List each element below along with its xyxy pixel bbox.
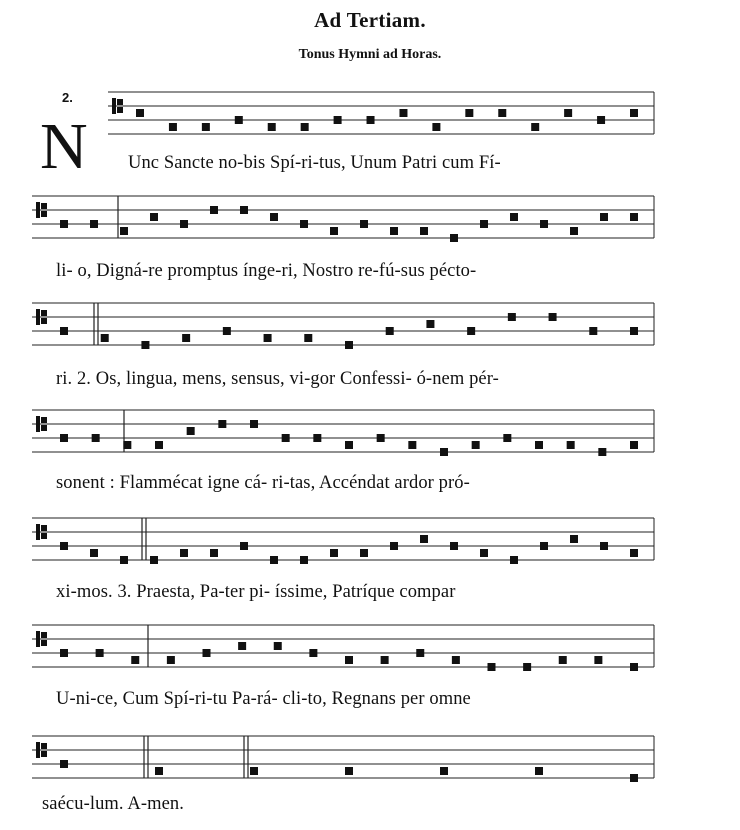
punctum-icon [630,549,638,557]
punctum-icon [150,213,158,221]
punctum-icon [390,542,398,550]
punctum-icon [450,542,458,550]
punctum-icon [210,206,218,214]
punctum-icon [360,220,368,228]
punctum-icon [510,213,518,221]
punctum-icon [399,109,407,117]
punctum-icon [540,220,548,228]
punctum-icon [420,227,428,235]
punctum-icon [345,656,353,664]
punctum-icon [167,656,175,664]
punctum-icon [182,334,190,342]
punctum-icon [508,313,516,321]
punctum-icon [420,535,428,543]
punctum-icon [598,448,606,456]
punctum-icon [155,441,163,449]
punctum-icon [467,327,475,335]
punctum-icon [600,213,608,221]
punctum-icon [330,549,338,557]
punctum-icon [250,767,258,775]
punctum-icon [238,642,246,650]
punctum-icon [549,313,557,321]
punctum-icon [488,663,496,671]
lyric-line-7: saécu-lum. A-men. [42,794,184,814]
punctum-icon [630,213,638,221]
punctum-icon [304,334,312,342]
punctum-icon [274,642,282,650]
punctum-icon [377,434,385,442]
punctum-icon [381,656,389,664]
punctum-icon [503,434,511,442]
punctum-icon [90,220,98,228]
punctum-icon [630,327,638,335]
punctum-icon [426,320,434,328]
punctum-icon [480,220,488,228]
punctum-icon [313,434,321,442]
staff-6 [32,625,654,671]
punctum-icon [96,649,104,657]
punctum-icon [330,227,338,235]
staff-7 [32,736,654,782]
punctum-icon [131,656,139,664]
punctum-icon [169,123,177,131]
punctum-icon [559,656,567,664]
punctum-icon [630,663,638,671]
punctum-icon [589,327,597,335]
punctum-icon [630,109,638,117]
punctum-icon [60,220,68,228]
punctum-icon [594,656,602,664]
punctum-icon [600,542,608,550]
punctum-icon [210,549,218,557]
staff-2 [32,196,654,242]
punctum-icon [535,767,543,775]
punctum-icon [567,441,575,449]
lyric-line-4: sonent : Flammécat igne cá- ri-tas, Accéndat ardor pró- [56,473,470,493]
punctum-icon [498,109,506,117]
punctum-icon [60,434,68,442]
punctum-icon [223,327,231,335]
punctum-icon [187,427,195,435]
punctum-icon [60,760,68,768]
punctum-icon [155,767,163,775]
punctum-icon [523,663,531,671]
staff-5 [32,518,654,564]
punctum-icon [452,656,460,664]
punctum-icon [270,213,278,221]
punctum-icon [472,441,480,449]
punctum-icon [367,116,375,124]
punctum-icon [309,649,317,657]
drop-cap-initial: N [40,110,88,183]
punctum-icon [240,206,248,214]
punctum-icon [465,109,473,117]
staff-4 [32,410,654,456]
punctum-icon [250,420,258,428]
staff-3 [32,303,654,349]
punctum-icon [440,448,448,456]
punctum-icon [301,123,309,131]
punctum-icon [564,109,572,117]
punctum-icon [570,227,578,235]
punctum-icon [218,420,226,428]
page-title: Ad Tertiam. [314,8,426,32]
punctum-icon [334,116,342,124]
punctum-icon [480,549,488,557]
punctum-icon [386,327,394,335]
staff-1 [108,92,654,134]
page-subtitle: Tonus Hymni ad Horas. [298,47,442,62]
punctum-icon [123,441,131,449]
punctum-icon [268,123,276,131]
punctum-icon [180,549,188,557]
punctum-icon [390,227,398,235]
punctum-icon [136,109,144,117]
punctum-icon [432,123,440,131]
punctum-icon [345,441,353,449]
punctum-icon [510,556,518,564]
lyric-line-2: li- o, Digná-re promptus ínge-ri, Nostro re-fú-sus pécto- [56,261,477,281]
punctum-icon [101,334,109,342]
punctum-icon [60,649,68,657]
punctum-icon [264,334,272,342]
punctum-icon [202,123,210,131]
punctum-icon [150,556,158,564]
lyric-line-5: xi-mos. 3. Praesta, Pa-ter pi- íssime, Patríque compar [56,582,456,602]
punctum-icon [540,542,548,550]
punctum-icon [630,774,638,782]
verse-number: 2. [62,90,73,105]
punctum-icon [300,220,308,228]
punctum-icon [345,767,353,775]
punctum-icon [120,556,128,564]
punctum-icon [345,341,353,349]
punctum-icon [630,441,638,449]
punctum-icon [141,341,149,349]
punctum-icon [235,116,243,124]
punctum-icon [597,116,605,124]
punctum-icon [416,649,424,657]
punctum-icon [300,556,308,564]
punctum-icon [408,441,416,449]
punctum-icon [92,434,100,442]
punctum-icon [60,542,68,550]
lyric-line-6: U-ni-ce, Cum Spí-ri-tu Pa-rá- cli-to, Regnans per omne [56,689,471,709]
punctum-icon [570,535,578,543]
punctum-icon [240,542,248,550]
punctum-icon [120,227,128,235]
punctum-icon [270,556,278,564]
punctum-icon [180,220,188,228]
punctum-icon [535,441,543,449]
punctum-icon [360,549,368,557]
lyric-line-1: Unc Sancte no-bis Spí-ri-tus, Unum Patri cum Fí- [128,153,501,173]
punctum-icon [531,123,539,131]
punctum-icon [60,327,68,335]
punctum-icon [282,434,290,442]
lyric-line-3: ri. 2. Os, lingua, mens, sensus, vi-gor Confessi- ó-nem pér- [56,369,499,389]
punctum-icon [450,234,458,242]
punctum-icon [90,549,98,557]
punctum-icon [203,649,211,657]
punctum-icon [440,767,448,775]
